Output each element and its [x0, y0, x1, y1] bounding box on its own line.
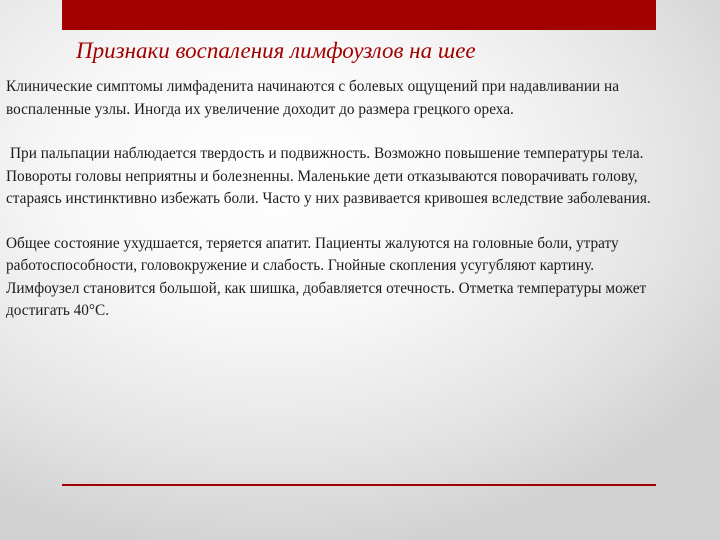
slide-body [6, 76, 654, 345]
footer-divider-line [62, 484, 656, 486]
slide-title: Признаки воспаления лимфоузлов на шее [76, 38, 476, 63]
paragraph-general-condition: Общее состояние ухудшается, теряется апатит. Пациенты жалуются на головные боли, утрату работоспособности, головокружение и слабость. Гнойные скопления усугубляют картину. Лимфоузел становится большой, как шишка, добавляется отечность. Отметка температуры может достигать 40°C. [6, 234, 647, 319]
paragraph-palpation: При пальпации наблюдается твердость и подвижность. Возможно повышение температуры тела. Повороты головы неприятны и болезненны. Маленькие дети отказываются поворачивать голову, стараясь инстинктивно избежать боли. Часто у них развивается кривошея вследствие заболевания. [6, 145, 651, 207]
paragraph-clinical-symptoms: Клинические симптомы лимфаденита начинаются с болевых ощущений при надавливании на воспаленные узлы. Иногда их увеличение доходит до размера грецкого ореха. [6, 78, 620, 118]
header-accent-bar [62, 0, 656, 30]
